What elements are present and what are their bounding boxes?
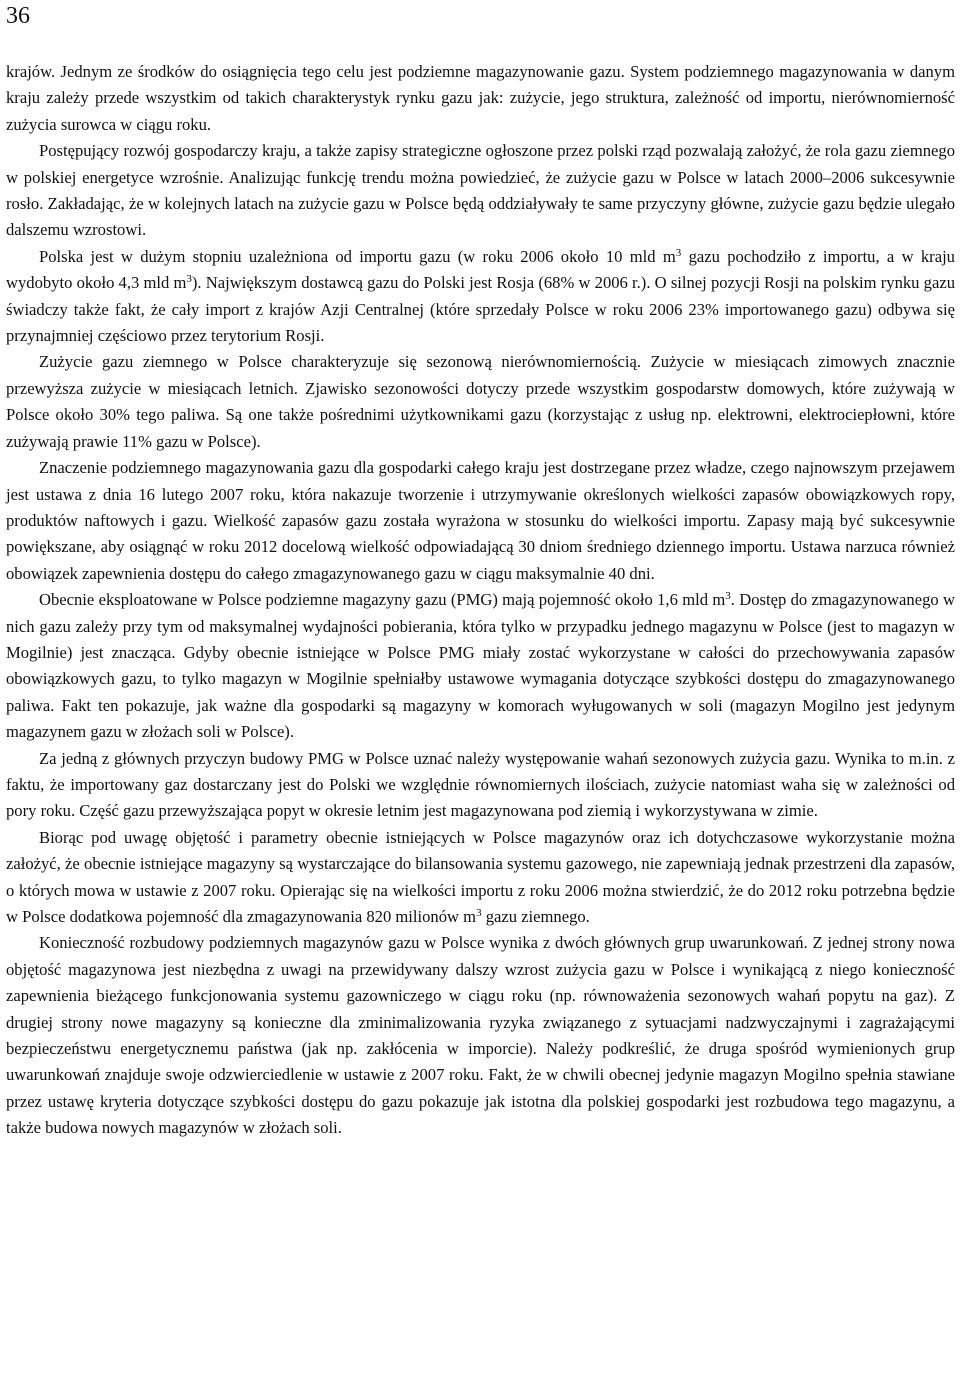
paragraph-text: Obecnie eksploatowane w Polsce podziemne magazyny gazu (PMG) mają pojemność około 1,6 mld m: [39, 590, 726, 610]
paragraph-text: Polska jest w dużym stopniu uzależniona od importu gazu (w roku 2006 około 10 mld m: [39, 246, 676, 266]
paragraph-text: krajów. Jednym ze środków do osiągnięcia tego celu jest podziemne magazynowanie gazu. System podziemnego magazynowania w danym kraju zależy przede wszystkim od takich charakterystyk rynku gazu jak: zużycie, jego struktura, zależność od importu, nierównomierność zużycia surowca w ciągu roku.: [6, 62, 955, 134]
paragraph-text: Za jedną z głównych przyczyn budowy PMG w Polsce uznać należy występowanie wahań sezonowych zużycia gazu. Wynika to m.in. z faktu, że importowany gaz dostarczany jest do Polski we względnie równomiernych ilościach, zużycie natomiast waha się w zależności od pory roku. Część gazu przewyższająca popyt w okresie letnim jest magazynowana pod ziemią i wykorzystywana w zimie.: [6, 748, 955, 821]
superscript: 3: [476, 907, 482, 919]
paragraph: [6, 455, 955, 587]
superscript: 3: [725, 590, 731, 603]
paragraph-text: Konieczność rozbudowy podziemnych magazynów gazu w Polsce wynika z dwóch głównych grup uwarunkowań. Z jednej strony nowa objętość magazynowa jest niezbędna z uwagi na przewidywany dalszy wzrost zużycia gazu w Polsce i wynikającą z niego konieczność zapewnienia bieżącego funkcjonowania systemu gazowniczego w ciągu roku (np. równoważenia sezonowych wahań popytu na gaz). Z drugiej strony nowe magazyny są konieczne dla zminimalizowania ryzyka związanego z sytuacjami nadzwyczajnymi i zagrażającymi bezpieczeństwu energetycznemu państwa (jak np. zakłócenia w imporcie). Należy podkreślić, że druga spośród wymienionych grup uwarunkowań znajduje swoje odzwierciedlenie w ustawie z 2007 roku. Fakt, że w chwili obecnej jedynie magazyn Mogilno spełnia stawiane przez ustawę kryteria dotyczące szybkości dostępu do gazu pokazuje jak istotna dla polskiej gospodarki jest rozbudowa tego magazynu, a także budowa nowych magazynów w złożach soli.: [6, 933, 955, 1138]
paragraph: [6, 587, 955, 745]
paragraph-text: . Dostęp do zmagazynowanego w nich gazu zależy przy tym od maksymalnej wydajności pobierania, która tylko w przypadku jednego magazynu w Polsce (jest to magazyn w Mogilnie) jest znacząca. Gdyby obecnie istniejące w Polsce PMG miały zostać wykorzystane w całości do przechowywania zapasów obowiązkowych gazu, to tylko magazyn w Mogilnie spełniałby ustawowe wymagania dotyczące szybkości dostępu do zmagazynowanego paliwa. Fakt ten pokazuje, jak ważne dla gospodarki są magazyny w komorach wyługowanych w soli (magazyn Mogilno jest jedynym magazynem gazu w złożach soli w Polsce).: [6, 590, 955, 742]
article-body: [6, 59, 955, 1142]
paragraph: [6, 59, 955, 138]
paragraph-text: Zużycie gazu ziemnego w Polsce charakteryzuje się sezonową nierównomiernością. Zużycie w miesiącach zimowych znacznie przewyższa zużycie w miesiącach letnich. Zjawisko sezonowości dotyczy przede wszystkim gospodarstw domowych, które zużywają w Polsce około 30% tego paliwa. Są one także pośrednimi użytkownikami gazu (korzystając z usług np. elektrowni, elektrociepłowni, które zużywają prawie 11% gazu w Polsce).: [6, 352, 955, 451]
paragraph: [6, 349, 955, 455]
paragraph: [6, 138, 955, 244]
paragraph: [6, 825, 955, 931]
paragraph-text: gazu pochodziło z importu, a w kraju wydobyto około 4,3 mld m: [6, 246, 955, 293]
paragraph-text: Postępujący rozwój gospodarczy kraju, a także zapisy strategiczne ogłoszone przez polski rząd pozwalają założyć, że rola gazu ziemnego w polskiej energetyce wzrośnie. Analizując funkcję trendu można powiedzieć, że zużycie gazu w Polsce w latach 2000–2006 sukcesywnie rosło. Zakładając, że w kolejnych latach na zużycie gazu w Polsce będą oddziaływały te same przyczyny główne, zużycie gazu będzie ulegało dalszemu wzrostowi.: [6, 141, 955, 240]
paragraph-text: Znaczenie podziemnego magazynowania gazu dla gospodarki całego kraju jest dostrzegane przez władze, czego najnowszym przejawem jest ustawa z dnia 16 lutego 2007 roku, która nakazuje tworzenie i utrzymywanie określonych wielkości zapasów obowiązkowych ropy, produktów naftowych i gazu. Wielkość zapasów gazu została wyrażona w stosunku do wielkości importu. Zapasy mają być sukcesywnie powiększane, aby osiągnąć w roku 2012 docelową wielkość odpowiadającą 30 dniom średniego dziennego importu. Ustawa narzuca również obowiązek zapewnienia dostępu do całego zmagazynowanego gazu w ciągu maksymalnie 40 dni.: [6, 458, 955, 583]
paragraph: [6, 746, 955, 825]
paragraph: [6, 930, 955, 1141]
superscript: 3: [675, 246, 682, 259]
superscript: 3: [186, 273, 192, 286]
paragraph-text: ). Największym dostawcą gazu do Polski jest Rosja (68% w 2006 r.). O silnej pozycji Rosji na polskim rynku gazu świadczy także fakt, że cały import z krajów Azji Centralnej (które sprzedały Polsce w roku 2006 23% importowanego gazu) odbywa się przynajmniej częściowo przez terytorium Rosji.: [6, 273, 955, 346]
paragraph-text: gazu ziemnego.: [481, 907, 590, 926]
paragraph: [6, 244, 955, 350]
paragraph-text: Biorąc pod uwagę objętość i parametry obecnie istniejących w Polsce magazynów oraz ich dotychczasowe wykorzystanie można założyć, że obecnie istniejące magazyny są wystarczające do bilansowania systemu gazowego, nie zapewniają jednak przestrzeni dla zapasów, o których mowa w ustawie z 2007 roku. Opierając się na wielkości importu z roku 2006 można stwierdzić, że do 2012 roku potrzebna będzie w Polsce dodatkowa pojemność dla zmagazynowania 820 milionów m: [6, 827, 955, 926]
page-number: 36: [6, 3, 30, 29]
